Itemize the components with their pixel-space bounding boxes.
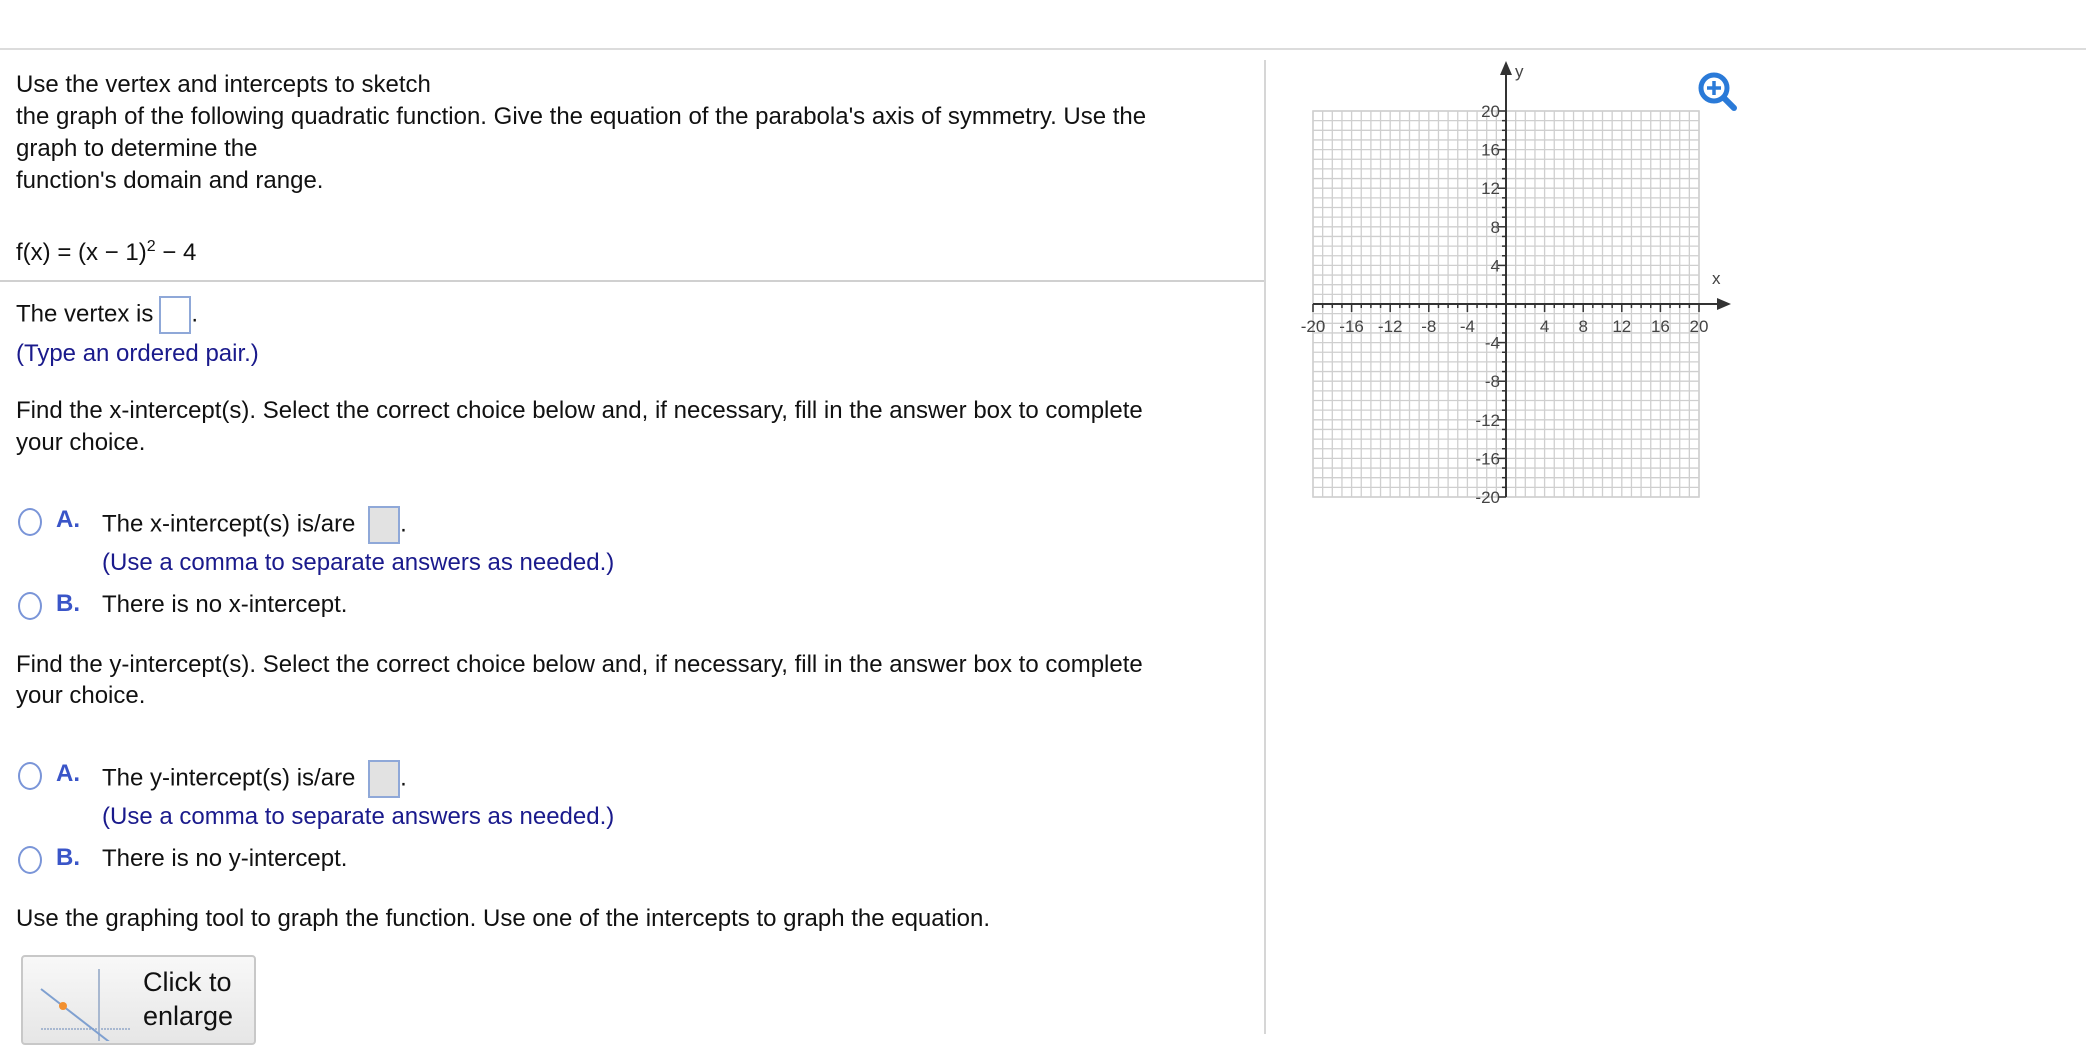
y-tick-label: 16 xyxy=(1481,140,1500,160)
x-intercept-option-a: The x-intercept(s) is/are . xyxy=(102,506,407,544)
vertex-label: The vertex is xyxy=(16,300,154,328)
y-tick-label: 4 xyxy=(1490,256,1500,276)
x-tick-label: -16 xyxy=(1339,317,1364,336)
vertex-input[interactable] xyxy=(159,296,191,334)
y-intercept-prompt: Find the y-intercept(s). Select the correct choice below and, if necessary, fill in the answer box to complete xyxy=(16,651,1143,678)
y-tick-label: 12 xyxy=(1481,179,1500,199)
x-intercept-prompt: your choice. xyxy=(16,429,146,456)
equation xyxy=(16,232,196,268)
question-text: Use the vertex and intercepts to sketch xyxy=(16,71,431,98)
option-text: The x-intercept(s) is/are xyxy=(102,510,356,538)
click-to-enlarge-button[interactable] xyxy=(21,955,256,1045)
y-intercept-option-b[interactable]: There is no y-intercept. xyxy=(102,845,348,872)
question-divider xyxy=(0,280,1264,282)
y-tick-label: -4 xyxy=(1484,333,1500,353)
button-label: Click to xyxy=(143,967,232,997)
option-text: The y-intercept(s) is/are xyxy=(102,764,356,792)
y-intercept-prompt: your choice. xyxy=(16,682,146,709)
vertex-hint: (Type an ordered pair.) xyxy=(16,340,259,367)
x-axis-label: x xyxy=(1712,269,1721,288)
x-intercept-prompt: Find the x-intercept(s). Select the correct choice below and, if necessary, fill in the answer box to complete xyxy=(16,397,1143,424)
x-tick-label: -4 xyxy=(1459,317,1475,336)
coordinate-graph[interactable] xyxy=(1266,50,2086,550)
x-intercept-input[interactable] xyxy=(368,506,400,544)
equation-exponent: 2 xyxy=(146,238,156,255)
y-tick-label: -12 xyxy=(1475,410,1500,430)
zoom-in-icon[interactable] xyxy=(1696,70,1740,114)
x-intercept-option-b[interactable]: There is no x-intercept. xyxy=(102,591,348,618)
equation-constant: − 4 xyxy=(155,239,197,266)
y-tick-label: -20 xyxy=(1475,488,1500,507)
y-intercept-option-a-radio[interactable] xyxy=(18,762,42,790)
x-tick-label: 4 xyxy=(1539,317,1550,336)
question-text: function's domain and range. xyxy=(16,167,324,194)
x-tick-label: 8 xyxy=(1578,317,1588,336)
option-letter: A. xyxy=(56,506,80,533)
option-hint: (Use a comma to separate answers as needed.) xyxy=(102,549,615,576)
x-tick-label: 20 xyxy=(1689,317,1709,336)
x-intercept-option-a-radio[interactable] xyxy=(18,508,42,536)
y-intercept-option-a: The y-intercept(s) is/are . xyxy=(102,760,407,798)
option-hint: (Use a comma to separate answers as needed.) xyxy=(102,803,615,830)
x-intercept-option-b-radio[interactable] xyxy=(18,592,42,620)
x-tick-label: 16 xyxy=(1650,317,1670,336)
graph-thumbnail-icon xyxy=(31,961,131,1041)
x-tick-label: -8 xyxy=(1421,317,1437,336)
option-letter: B. xyxy=(56,590,80,617)
y-tick-label: -8 xyxy=(1484,372,1500,392)
option-letter: B. xyxy=(56,844,80,871)
y-intercept-option-b-radio[interactable] xyxy=(18,846,42,874)
y-axis-label: y xyxy=(1515,62,1524,81)
x-tick-label: 12 xyxy=(1612,317,1632,336)
y-tick-label: 8 xyxy=(1490,217,1500,237)
x-axis-arrow xyxy=(1717,298,1731,310)
vertex-row: The vertex is . xyxy=(16,296,198,334)
question-text: the graph of the following quadratic function. Give the equation of the parabola's axis of symmetry. Use the xyxy=(16,103,1147,130)
button-label: enlarge xyxy=(143,1001,234,1031)
option-letter: A. xyxy=(56,760,80,787)
equation-base: f(x) = (x − 1) xyxy=(16,239,147,266)
y-tick-label: 20 xyxy=(1481,102,1500,121)
x-tick-label: -20 xyxy=(1300,317,1326,336)
question-text: graph to determine the xyxy=(16,135,258,162)
graph-instruction: Use the graphing tool to graph the function. Use one of the intercepts to graph the equation. xyxy=(16,905,990,932)
y-tick-label: -16 xyxy=(1475,449,1500,469)
y-intercept-input[interactable] xyxy=(368,760,400,798)
y-axis-arrow xyxy=(1500,61,1512,75)
x-tick-label: -12 xyxy=(1377,317,1403,336)
